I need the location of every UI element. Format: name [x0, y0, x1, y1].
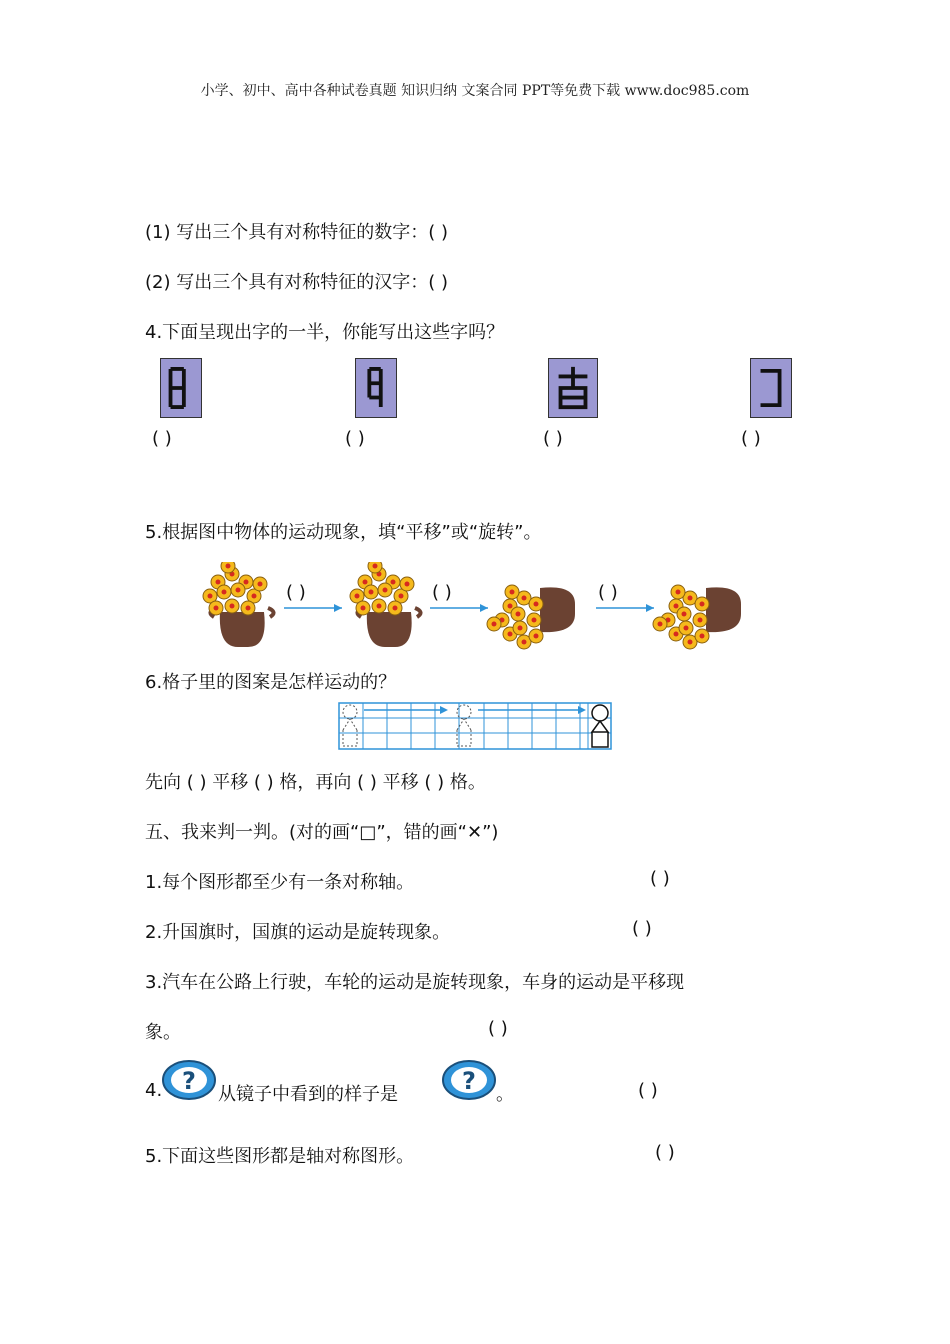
judge-blank-3[interactable]: ( ): [488, 1018, 508, 1039]
motion-blank-2[interactable]: ( ): [432, 582, 452, 603]
flower-vase-motion-image: [198, 562, 758, 652]
grid-figure-image: [338, 702, 612, 750]
answer-blank-3[interactable]: ( ): [543, 428, 563, 449]
answer-blank-4[interactable]: ( ): [741, 428, 761, 449]
judge-item-3-continued: 象。: [145, 1022, 181, 1043]
judge-blank-5[interactable]: ( ): [655, 1142, 675, 1163]
question-6-title: 6.格子里的图案是怎样运动的？: [145, 672, 397, 693]
question-6-answer: 先向 ( ) 平移 ( ) 格，再向 ( ) 平移 ( ) 格。: [145, 772, 486, 793]
half-char-3-image: [548, 358, 598, 418]
judge-item-5: 5.下面这些图形都是轴对称图形。: [145, 1146, 415, 1167]
question-2: (2) 写出三个具有对称特征的汉字：( ): [145, 272, 448, 293]
question-mark-icon: [160, 1058, 218, 1102]
half-char-1-image: [160, 358, 202, 418]
mirrored-question-mark-icon: [440, 1058, 498, 1102]
judge-blank-1[interactable]: ( ): [650, 868, 670, 889]
motion-blank-1[interactable]: ( ): [286, 582, 306, 603]
judge-blank-4[interactable]: ( ): [638, 1080, 658, 1101]
page-header: 小学、初中、高中各种试卷真题 知识归纳 文案合同 PPT等免费下载 www.doc985.com: [200, 83, 750, 99]
judge-blank-2[interactable]: ( ): [632, 918, 652, 939]
question-1: (1) 写出三个具有对称特征的数字：( ): [145, 222, 448, 243]
half-char-4-image: [750, 358, 792, 418]
answer-blank-1[interactable]: ( ): [152, 428, 172, 449]
judge-item-2: 2.升国旗时，国旗的运动是旋转现象。: [145, 922, 451, 943]
judge-item-4-text: 从镜子中看到的样子是: [218, 1084, 398, 1105]
half-char-2-image: [355, 358, 397, 418]
section-5-title: 五、我来判一判。(对的画“□”，错的画“✕”): [145, 822, 499, 843]
judge-item-3: 3.汽车在公路上行驶，车轮的运动是旋转现象，车身的运动是平移现: [145, 972, 685, 993]
question-4-title: 4.下面呈现出字的一半，你能写出这些字吗？: [145, 322, 505, 343]
question-5-title: 5.根据图中物体的运动现象，填“平移”或“旋转”。: [145, 522, 542, 543]
judge-item-4-end: 。: [496, 1084, 514, 1105]
answer-blank-2[interactable]: ( ): [345, 428, 365, 449]
svg-text:?: ?: [462, 1067, 476, 1095]
motion-blank-3[interactable]: ( ): [598, 582, 618, 603]
svg-text:?: ?: [182, 1067, 196, 1095]
judge-item-1: 1.每个图形都至少有一条对称轴。: [145, 872, 415, 893]
judge-item-4-number: 4.: [145, 1080, 163, 1101]
